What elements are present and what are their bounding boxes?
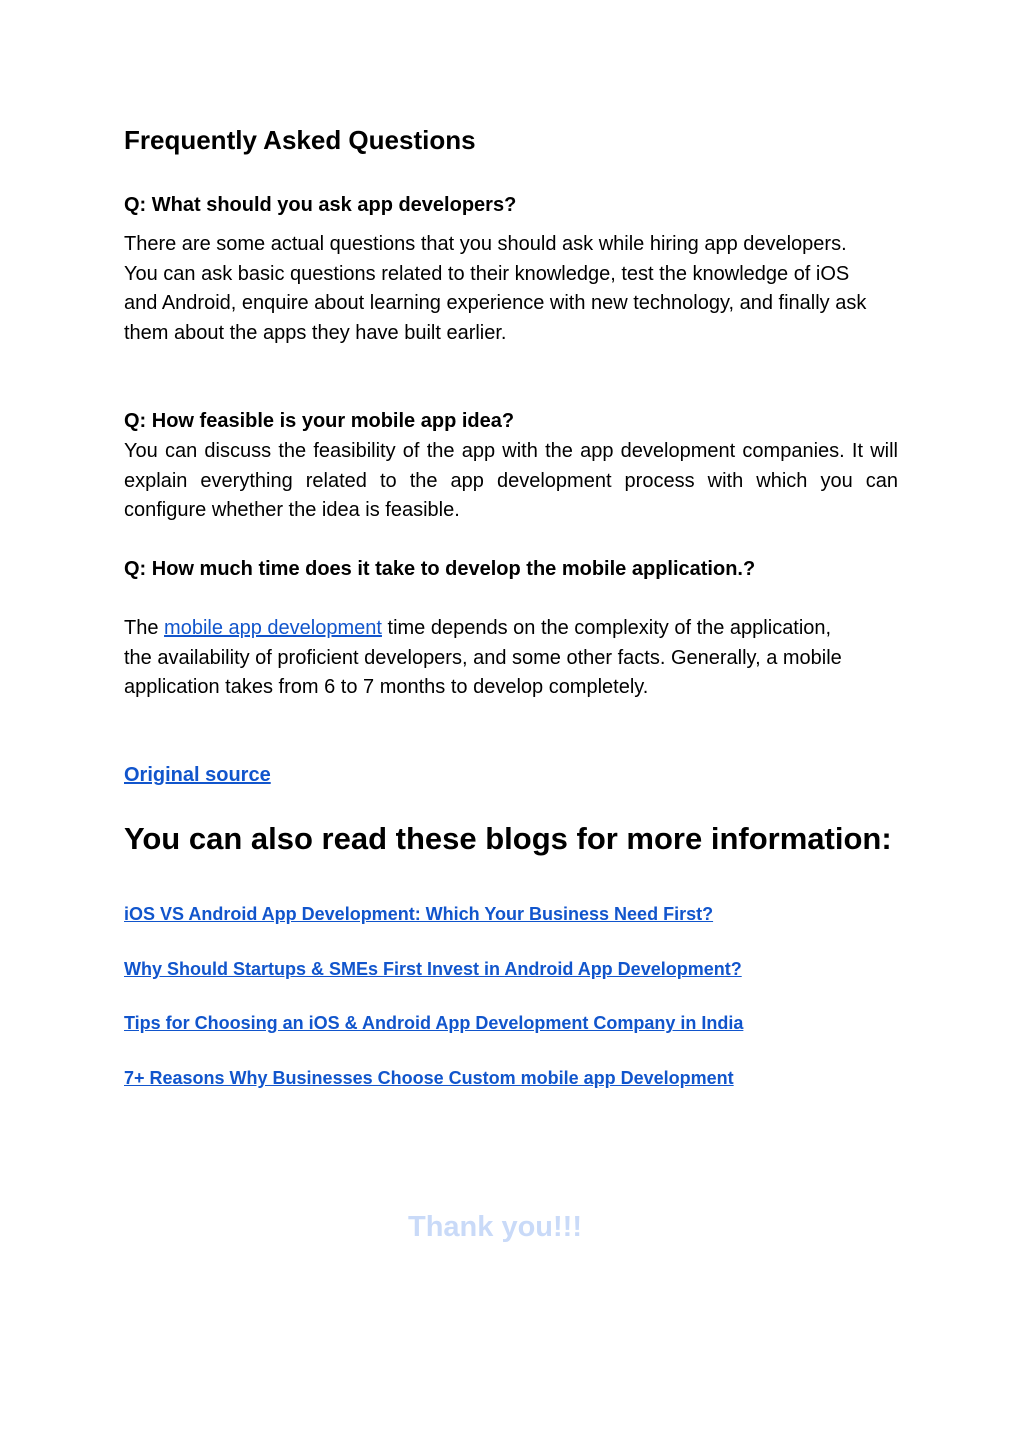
blog-link-custom-reasons[interactable]: 7+ Reasons Why Businesses Choose Custom mobile app Development: [124, 1067, 734, 1088]
faq-question-2: Q: How feasible is your mobile app idea?: [124, 410, 515, 432]
list-item: [124, 902, 743, 957]
mobile-app-development-link[interactable]: mobile app development: [164, 617, 382, 639]
blogs-heading: You can also read these blogs for more information:: [124, 821, 892, 856]
blog-link-choosing-company[interactable]: Tips for Choosing an iOS & Android App Development Company in India: [124, 1013, 744, 1034]
blog-link-startups-smes[interactable]: Why Should Startups & SMEs First Invest in Android App Development?: [124, 958, 742, 979]
blog-link-ios-vs-android[interactable]: iOS VS Android App Development: Which Your Business Need First?: [124, 904, 714, 924]
faq-question-3: Q: How much time does it take to develop the mobile application.?: [124, 558, 756, 580]
faq-answer-3-suffix: time depends on the complexity of the application, the availability of proficient developers, and some other facts. Generally, a mobile application takes from 6 to 7 months to develop completely.: [124, 617, 842, 698]
list-item: [124, 1011, 743, 1066]
thank-you-text: Thank you!!!: [408, 1211, 582, 1243]
blog-link-list: [124, 902, 743, 1120]
faq-answer-3-prefix: The: [124, 617, 165, 639]
list-item: [124, 1066, 743, 1121]
list-item: [124, 957, 743, 1012]
faq-answer-2: You can discuss the feasibility of the app with the app development companies. It will explain everything related to the app development process with which you can configure whether the idea is feasible.: [124, 440, 898, 521]
faq-title: Frequently Asked Questions: [124, 125, 476, 155]
faq-answer-3: [124, 614, 864, 703]
original-source-link[interactable]: Original source: [124, 764, 271, 786]
faq-answer-1: There are some actual questions that you should ask while hiring app developers. You can ask basic questions related to their knowledge, test the knowledge of iOS and Android, enquire about learning experience with new technology, and finally ask them about the apps they have built earlier.: [124, 233, 867, 344]
faq-question-1: Q: What should you ask app developers?: [124, 194, 517, 216]
